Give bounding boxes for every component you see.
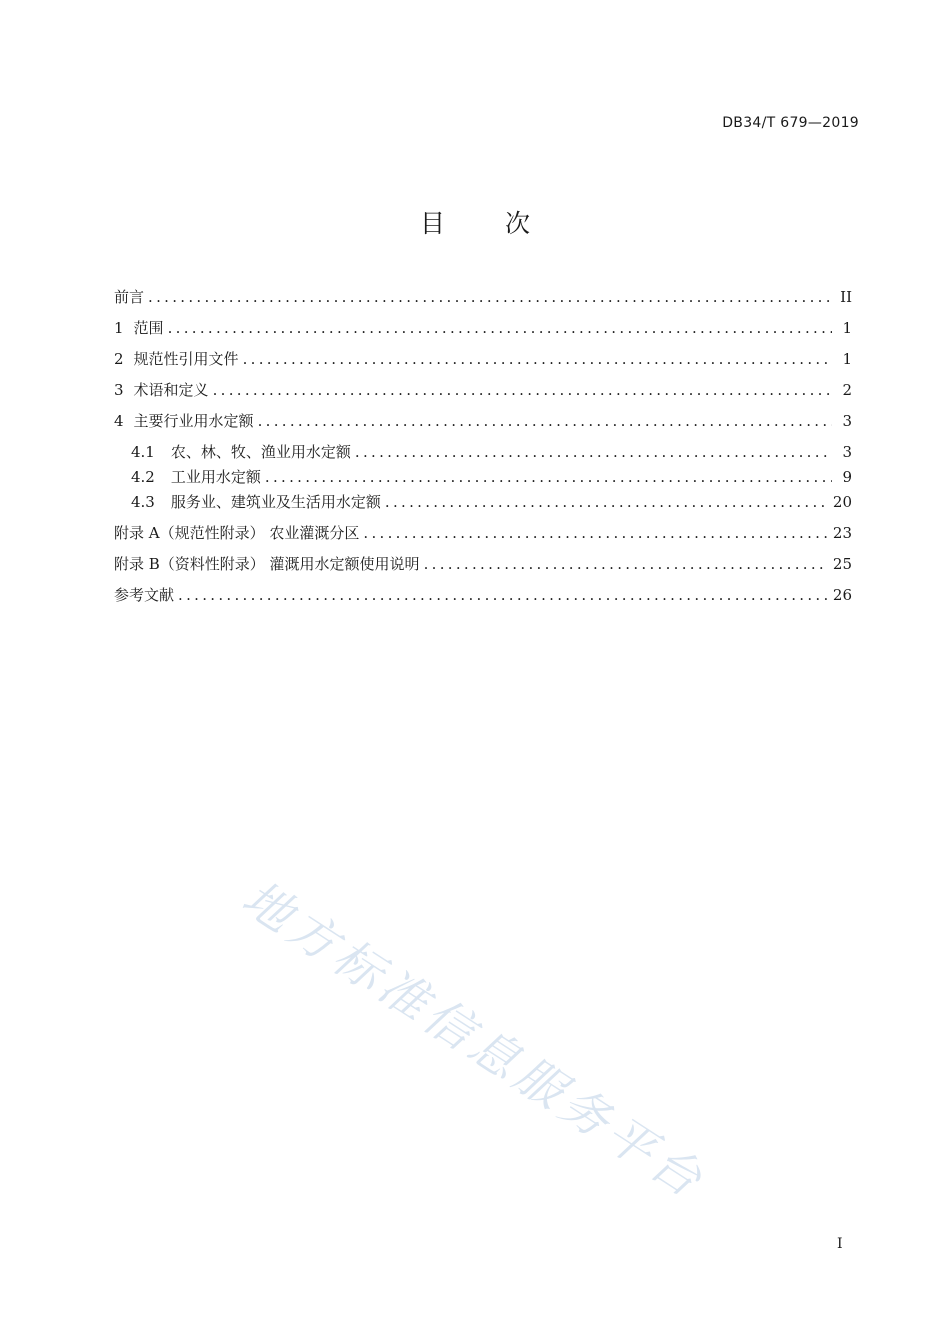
toc-entry-label: 术语和定义 — [133, 381, 209, 399]
toc-entry-4[interactable] — [114, 410, 852, 431]
toc-leader-dots — [355, 443, 832, 461]
toc-entry-label: 附录 A（规范性附录） 农业灌溉分区 — [114, 524, 360, 542]
toc-entry-page: 26 — [832, 586, 852, 604]
watermark: 地方标准信息服务平台 — [232, 869, 716, 1211]
toc-leader-dots — [258, 412, 832, 430]
toc-entry-page: 3 — [842, 412, 852, 430]
toc-entry-4-1[interactable] — [131, 441, 852, 462]
toc-entry-appendix-a[interactable] — [114, 522, 852, 543]
toc-leader-dots — [424, 555, 827, 573]
toc-entry-number: 4.1 — [131, 443, 155, 461]
toc-entry-2[interactable] — [114, 348, 852, 369]
page-title: 目 次 — [420, 209, 556, 238]
toc-entry-page: 23 — [832, 524, 852, 542]
toc-entry-label: 工业用水定额 — [170, 468, 261, 486]
toc-leader-dots — [385, 493, 827, 511]
toc-entry-page: 3 — [842, 443, 852, 461]
toc-entry-4-3[interactable] — [131, 491, 852, 512]
toc-entry-1[interactable] — [114, 317, 852, 338]
toc-entry-page: 20 — [832, 493, 852, 511]
page-number: I — [837, 1236, 843, 1252]
toc-entry-page: 9 — [842, 468, 852, 486]
toc-entry-page: 25 — [832, 555, 852, 573]
toc-entry-number: 4 — [114, 412, 124, 430]
toc-entry-references[interactable] — [114, 584, 852, 605]
toc-leader-dots — [213, 381, 832, 399]
toc-entry-preface[interactable] — [114, 286, 852, 307]
toc-leader-dots — [178, 586, 827, 604]
toc-entry-label: 参考文献 — [114, 586, 175, 604]
toc-leader-dots — [363, 524, 827, 542]
toc-leader-dots — [148, 288, 832, 306]
toc-entry-page: II — [840, 288, 852, 306]
toc-entry-page: 1 — [842, 319, 852, 337]
toc-entry-page: 2 — [842, 381, 852, 399]
toc-entry-label: 农、林、牧、渔业用水定额 — [170, 443, 351, 461]
toc-leader-dots — [243, 350, 832, 368]
toc-leader-dots — [168, 319, 832, 337]
toc-entry-label: 前言 — [114, 288, 145, 306]
toc-entry-number: 4.2 — [131, 468, 155, 486]
toc-entry-label: 附录 B（资料性附录） 灌溉用水定额使用说明 — [114, 555, 420, 573]
document-code: DB34/T 679—2019 — [722, 115, 859, 131]
toc-entry-label: 主要行业用水定额 — [133, 412, 254, 430]
toc-entry-number: 1 — [114, 319, 124, 337]
toc-entry-appendix-b[interactable] — [114, 553, 852, 574]
toc-entry-label: 范围 — [133, 319, 164, 337]
toc-entry-number: 3 — [114, 381, 124, 399]
toc-entry-4-2[interactable] — [131, 466, 852, 487]
toc-entry-number: 2 — [114, 350, 124, 368]
toc-entry-number: 4.3 — [131, 493, 155, 511]
toc-entry-label: 规范性引用文件 — [133, 350, 239, 368]
toc-entry-page: 1 — [842, 350, 852, 368]
toc-leader-dots — [265, 468, 832, 486]
toc-entry-3[interactable] — [114, 379, 852, 400]
toc-entry-label: 服务业、建筑业及生活用水定额 — [170, 493, 381, 511]
